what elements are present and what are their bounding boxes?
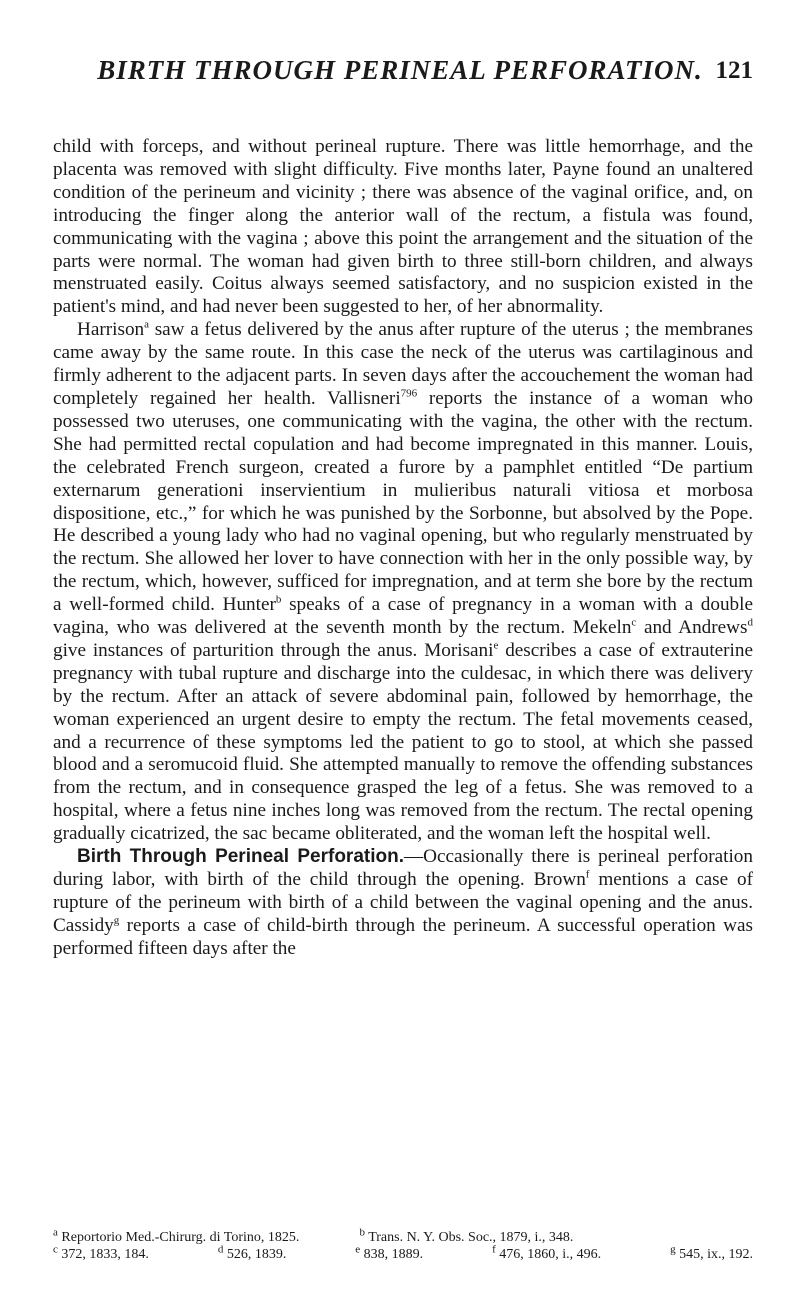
author-hunter: Hunter	[222, 594, 276, 616]
text-segment: reports a case of child-birth through the perineum. A successful operation was performed fifteen days after the	[53, 914, 753, 959]
page-header	[0, 55, 800, 95]
footnote-ref-d[interactable]: d	[747, 616, 754, 629]
footnote-ref-b[interactable]: b	[275, 593, 282, 606]
reference-796[interactable]: 796	[400, 387, 418, 400]
author-andrews: Andrews	[678, 617, 748, 639]
text-segment: reports the instance of a woman who possessed two uteruses, one communicating with the vagina, the other with the rectum. She had permitted rectal copulation and had become impregnated in this manner. Louis, the celebrated French surgeon, created a furore by a pamphlet entitled “De partium externarum generationi inservientium in mulieribus naturali vitiosa et morbosa dispositione, etc.,” for which he was punished by the Sorbonne, but absolved by the Pope. He described a young lady who had no vaginal opening, but who regularly menstruated by the rectum. She allowed her lover to have connection with her in the only possible way, by the rectum, which, however, sufficed for impregnation, and at term she bore by the rectum a well-formed child.	[53, 387, 753, 616]
footnote-row-1	[53, 1226, 753, 1246]
footnote-ref-a[interactable]: a	[144, 318, 150, 331]
footnote-text: 476, 1860, i., 496.	[499, 1247, 602, 1262]
text-segment: speaks of a case of pregnancy in a woman with a double vagina, who was delivered at the seventh month by the rectum.	[53, 594, 753, 639]
footnote-text: 838, 1889.	[363, 1247, 424, 1262]
author-mekeln: Mekeln	[572, 617, 632, 639]
paragraph-3	[53, 846, 753, 961]
text-segment: describes a case of extrauterine pregnancy with tubal rupture and discharge into the culdesac, in which there was delivery by the rectum. After an attack of severe abdominal pain, followed by hemorrhage, the woman experienced an urgent desire to empty the rectum. The fetal movements ceased, and a recurrence of these symptoms led the patient to go to stool, at which she passed blood and a seromucoid fluid. She attempted manually to remove the offending substances from the rectum, and in consequence grasped the leg of a fetus. She was removed to a hospital, where a fetus nine inches long was removed from the rectum. The rectal opening gradually cicatrized, the sac became obliterated, and the woman left the hospital well.	[53, 639, 753, 845]
footnote-mark: e	[355, 1243, 361, 1256]
footnote-text: 526, 1839.	[226, 1247, 287, 1262]
footnote-text: 545, ix., 192.	[679, 1247, 753, 1262]
footnote-mark: g	[670, 1243, 676, 1256]
text-segment: —Occasionally there is perineal perforation during labor, with birth of the child through the opening.	[53, 846, 753, 890]
footnotes	[53, 1226, 753, 1263]
footnote-d	[217, 1243, 287, 1263]
paragraph-1: child with forceps, and without perineal rupture. There was little hemorrhage, and the placenta was removed with slight difficulty. Five months later, Payne found an unaltered condition of the perineum and vicinity ; there was absence of the vaginal orifice, and, on introducing the finger along the anterior wall of the rectum, a fistula was found, communicating with the vagina ; above this point the arrangement and the situation of the parts were normal. The woman had given birth to three still-born children, and always menstruated easily. Coitus always seemed satisfactory, and no suspicion existed in the patient's mind, and had never been suggested to her, of her abnormality.	[53, 136, 753, 318]
footnote-mark: c	[53, 1243, 58, 1256]
author-morisani: Morisani	[424, 639, 494, 661]
text-segment: give instances of parturition through the anus.	[53, 639, 425, 661]
running-title: BIRTH THROUGH PERINEAL PERFORATION.	[97, 55, 703, 85]
author-vallisneri: Vallisneri	[327, 387, 401, 409]
text-segment: mentions a case of rupture of the perineum with birth of a child between the vaginal opening and the anus.	[53, 869, 753, 913]
footnote-mark: b	[359, 1226, 365, 1239]
footnote-b	[359, 1226, 574, 1246]
footnote-a	[53, 1226, 300, 1246]
footnote-f	[492, 1243, 602, 1263]
footnote-row-2	[53, 1243, 753, 1263]
author-harrison: Harrison	[77, 319, 145, 341]
footnote-mark: a	[53, 1226, 58, 1239]
footnote-ref-g[interactable]: g	[113, 914, 120, 927]
text-segment: saw a fetus delivered by the anus after rupture of the uterus ; the membranes came away by the same route. In this case the neck of the uterus was cartilaginous and firmly adherent to the adjacent parts. In seven days after the accouchement the woman had completely regained her health.	[53, 319, 753, 409]
author-brown: Brown	[533, 869, 586, 890]
body-text	[53, 136, 753, 961]
footnote-mark: f	[492, 1243, 496, 1256]
footnote-text: 372, 1833, 184.	[61, 1247, 149, 1262]
footnote-ref-e[interactable]: e	[493, 639, 499, 652]
footnote-mark: d	[217, 1243, 224, 1256]
footnote-text: Reportorio Med.-Chirurg. di Torino, 1825.	[61, 1230, 300, 1245]
footnote-text: Trans. N. Y. Obs. Soc., 1879, i., 348.	[368, 1230, 574, 1245]
footnote-g	[670, 1243, 753, 1263]
footnote-ref-c[interactable]: c	[631, 616, 637, 629]
page-number: 121	[715, 57, 753, 84]
paragraph-2	[53, 319, 753, 846]
footnote-c	[53, 1243, 149, 1263]
footnote-ref-f[interactable]: f	[585, 868, 590, 881]
footnote-e	[355, 1243, 424, 1263]
text-segment: and	[636, 617, 679, 639]
author-cassidy: Cassidy	[53, 914, 114, 936]
section-heading: Birth Through Perineal Perforation.	[77, 846, 404, 868]
